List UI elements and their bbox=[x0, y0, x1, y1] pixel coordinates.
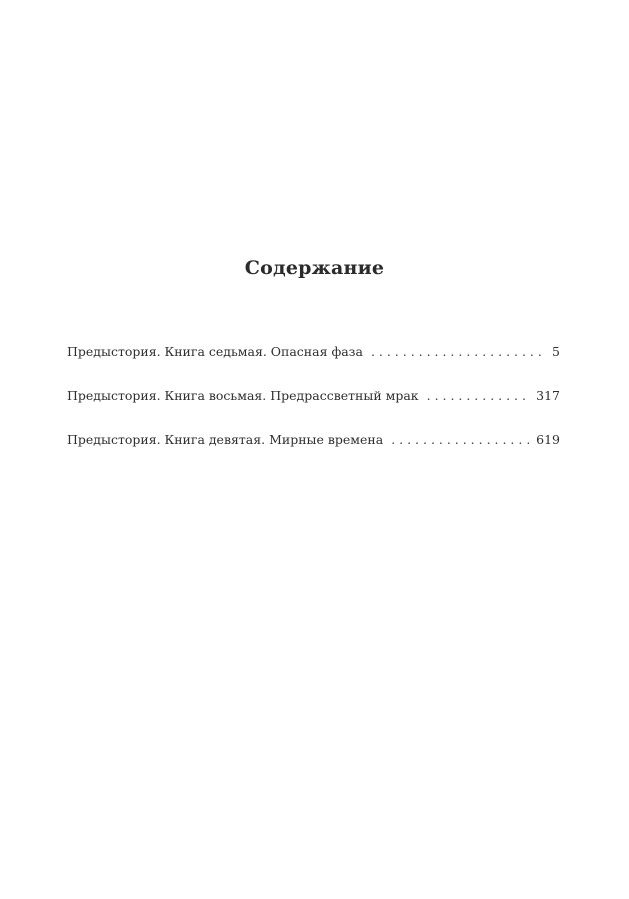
toc-heading: Содержание bbox=[244, 257, 385, 279]
toc-entry-page: 619 bbox=[536, 432, 560, 447]
toc-entry-title: Предыстория. Книга девятая. Мирные времена bbox=[67, 432, 384, 447]
toc-entry bbox=[67, 388, 560, 410]
toc-entry bbox=[67, 344, 560, 366]
dot-leader bbox=[391, 432, 529, 447]
toc-entry-page: 5 bbox=[552, 344, 560, 359]
dot-leader bbox=[371, 344, 545, 359]
toc-entry-title: Предыстория. Книга восьмая. Предрассветный мрак bbox=[67, 388, 419, 403]
toc-list bbox=[67, 344, 560, 476]
toc-entry-title: Предыстория. Книга седьмая. Опасная фаза bbox=[67, 344, 363, 359]
toc-entry bbox=[67, 432, 560, 454]
toc-entry-page: 317 bbox=[536, 388, 560, 403]
dot-leader bbox=[427, 388, 530, 403]
